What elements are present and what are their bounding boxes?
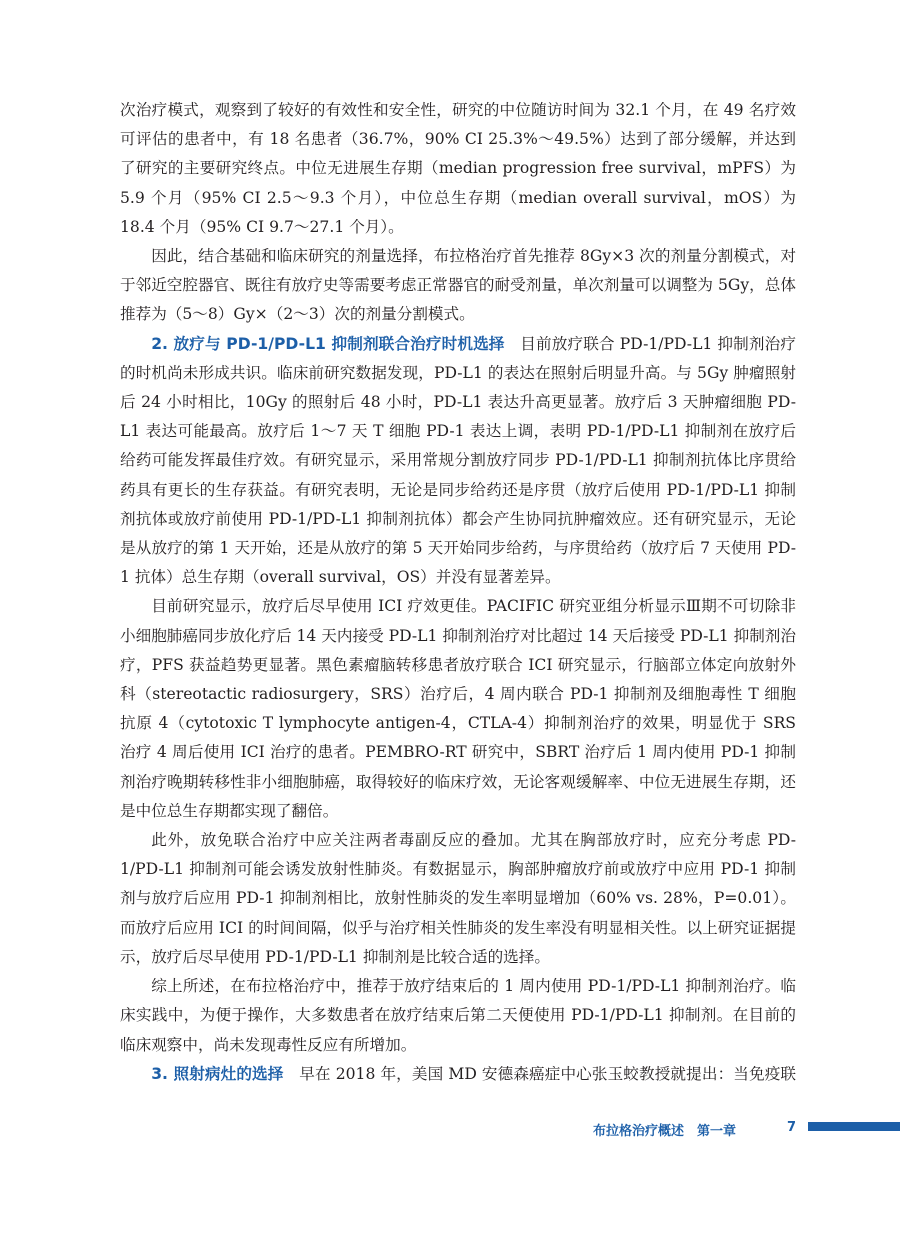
paragraph-text: 次治疗模式，观察到了较好的有效性和安全性，研究的中位随访时间为 32.1 个月，在 49 名疗效可评估的患者中，有 18 名患者（36.7%，90% CI 25.3%～49.5%）达到了部分缓解，并达到了研究的主要研究终点。中位无进展生存期（median progression free survival，mPFS）为 5.9 个月（95% CI 2.5～9.3 个月），中位总生存期（median overall survival，mOS）为 18.4 个月（95% CI 9.7～27.1 个月）。	[120, 101, 796, 236]
running-footer-title: 布拉格治疗概述 第一章	[592, 1124, 736, 1139]
paragraph-text: 目前研究显示，放疗后尽早使用 ICI 疗效更佳。PACIFIC 研究亚组分析显示Ⅲ期不可切除非小细胞肺癌同步放化疗后 14 天内接受 PD-L1 抑制剂治疗对比超过 14 天后接受 PD-L1 抑制剂治疗，PFS 获益趋势更显著。黑色素瘤脑转移患者放疗联合 ICI 研究显示，行脑部立体定向放射外科（stereotactic radiosurgery，SRS）治疗后，4 周内联合 PD-1 抑制剂及细胞毒性 T 细胞抗原 4（cytotoxic T lymphocyte antigen-4，CTLA-4）抑制剂治疗的效果，明显优于 SRS 治疗 4 周后使用 ICI 治疗的患者。PEMBRO-RT 研究中，SBRT 治疗后 1 周内使用 PD-1 抑制剂治疗晚期转移性非小细胞肺癌，取得较好的临床疗效，无论客观缓解率、中位无进展生存期，还是中位总生存期都实现了翻倍。	[120, 597, 796, 820]
paragraph-text: 早在 2018 年，美国 MD 安德森癌症中心张玉蛟教授就提出：当免疫联	[299, 1064, 796, 1083]
paragraph-text: 综上所述，在布拉格治疗中，推荐于放疗结束后的 1 周内使用 PD-1/PD-L1 抑制剂治疗。临床实践中，为便于操作，大多数患者在放疗结束后第二天便使用 PD-1/PD-L1 抑制剂。在目前的临床观察中，尚未发现毒性反应有所增加。	[120, 977, 796, 1054]
paragraph-text: 因此，结合基础和临床研究的剂量选择，布拉格治疗首先推荐 8Gy×3 次的剂量分割模式，对于邻近空腔器官、既往有放疗史等需要考虑正常器官的耐受剂量，单次剂量可以调整为 5Gy，总体推荐为（5～8）Gy×（2～3）次的剂量分割模式。	[120, 247, 796, 324]
paragraph	[120, 242, 796, 330]
paragraph	[120, 972, 796, 1060]
paragraph-text: 目前放疗联合 PD-1/PD-L1 抑制剂治疗的时机尚未形成共识。临床前研究数据发现，PD-L1 的表达在照射后明显升高。与 5Gy 肿瘤照射后 24 小时相比，10Gy 的照射后 48 小时，PD-L1 表达升高更显著。放疗后 3 天肿瘤细胞 PD-L1 表达可能最高。放疗后 1～7 天 T 细胞 PD-1 表达上调，表明 PD-1/PD-L1 抑制剂在放疗后给药可能发挥最佳疗效。有研究显示，采用常规分割放疗同步 PD-1/PD-L1 抑制剂抗体比序贯给药具有更长的生存获益。有研究表明，无论是同步给药还是序贯（放疗后使用 PD-1/PD-L1 抑制剂抗体或放疗前使用 PD-1/PD-L1 抑制剂抗体）都会产生协同抗肿瘤效应。还有研究显示，无论是从放疗的第 1 天开始，还是从放疗的第 5 天开始同步给药，与序贯给药（放疗后 7 天使用 PD-1 抗体）总生存期（overall survival，OS）并没有显著差异。	[120, 334, 796, 587]
paragraph	[120, 592, 796, 826]
section-heading: 2. 放疗与 PD-1/PD-L1 抑制剂联合治疗时机选择	[151, 334, 505, 353]
section-paragraph	[120, 330, 796, 593]
page-body	[120, 96, 796, 1086]
page-number: 7	[787, 1120, 797, 1135]
section-heading: 3. 照射病灶的选择	[151, 1064, 284, 1083]
page-footer	[0, 1116, 900, 1146]
footer-accent-bar	[808, 1122, 900, 1131]
paragraph-text: 此外，放免联合治疗中应关注两者毒副反应的叠加。尤其在胸部放疗时，应充分考虑 PD-1/PD-L1 抑制剂可能会诱发放射性肺炎。有数据显示，胸部肿瘤放疗前或放疗中应用 PD-1 抑制剂与放疗后应用 PD-1 抑制剂相比，放射性肺炎的发生率明显增加（60% vs. 28%，P=0.01）。而放疗后应用 ICI 的时间间隔，似乎与治疗相关性肺炎的发生率没有明显相关性。以上研究证据提示，放疗后尽早使用 PD-1/PD-L1 抑制剂是比较合适的选择。	[120, 831, 796, 966]
paragraph	[120, 96, 796, 242]
section-paragraph	[120, 1060, 796, 1086]
paragraph	[120, 826, 796, 972]
